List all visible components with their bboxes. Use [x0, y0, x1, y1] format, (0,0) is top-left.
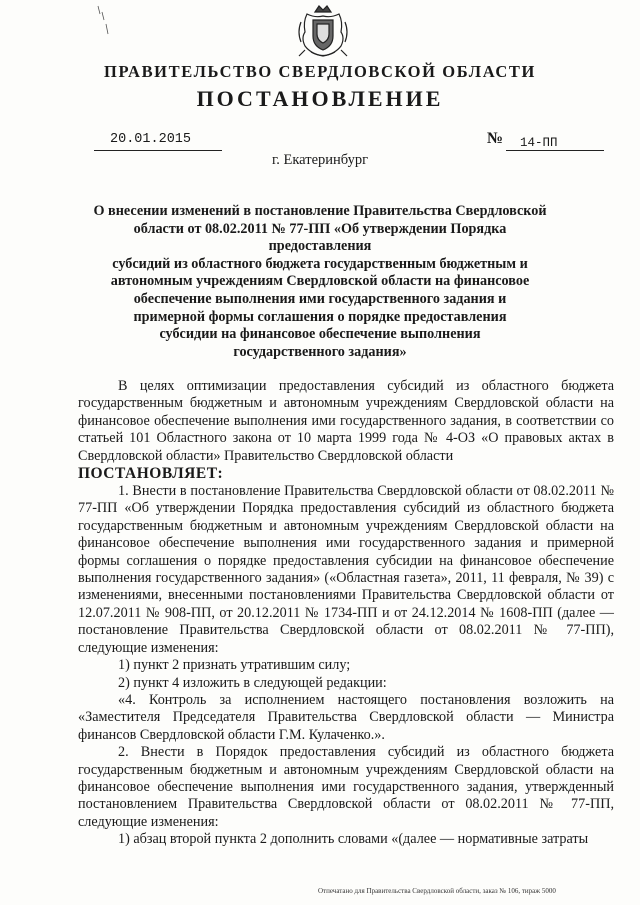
preamble-paragraph: В целях оптимизации предоставления субсидий из областного бюджета государственным бюджетным и автономным учреждениям Свердловской области на финансовое обеспечение выполнения ими государственного задания, в соответствии со статьей 101 Областного закона от 10 марта 1999 года № 4-ОЗ «О правовых актах в Свердловской области» Правительство Свердловской области — [78, 378, 614, 464]
print-footer-note: Отпечатано для Правительства Свердловской области, заказ № 106, тираж 5000 — [318, 887, 556, 895]
city-name: г. Екатеринбург — [271, 152, 369, 168]
subject-line: обеспечение выполнения ими государственного задания и — [133, 290, 507, 307]
document-body — [78, 378, 614, 849]
subject-line: О внесении изменений в постановление Правительства Свердловской — [93, 203, 547, 219]
coat-of-arms-icon — [293, 2, 353, 60]
number-label: № — [487, 130, 504, 147]
item-1-paragraph: 1. Внести в постановление Правительства Свердловской области от 08.02.2011 № 77-ПП «Об утверждении Порядка предоставления субсидий из областного бюджета государственным бюджетным и автономным учреждениям Свердловской области на финансовое обеспечение выполнения ими государственного задания и примерной формы соглашения о порядке предоставления субсидии на финансовое обеспечение выполнения государственного задания» («Областная газета», 2011, 11 февраля, № 39) с изменениями, внесенными постановлениями Правительства Свердловской области от 12.07.2011 № 908-ПП, от 20.12.2011 № 1734-ПП и от 24.12.2014 № 1608-ПП (далее — постановление Правительства Свердловской области от 08.02.2011 № 77-ПП), следующие изменения: — [78, 483, 614, 656]
item-2-paragraph: 2. Внести в Порядок предоставления субсидий из областного бюджета государственным бюджетным и автономным учреждениям Свердловской области на финансовое обеспечение выполнения ими государственного задания, утвержденный постановлением Правительства Свердловской области от 08.02.2011 № 77-ПП, следующие изменения: — [78, 744, 614, 830]
subject-line: субсидии на финансовое обеспечение выполнения — [159, 326, 481, 343]
subject-line: автономным учреждениям Свердловской области на финансовое — [110, 273, 530, 290]
document-date: 20.01.2015 — [110, 132, 192, 147]
government-title: ПРАВИТЕЛЬСТВО СВЕРДЛОВСКОЙ ОБЛАСТИ — [104, 62, 536, 81]
item-1-1-paragraph: 1) пункт 2 признать утратившим силу; — [118, 657, 351, 674]
document-type-title: ПОСТАНОВЛЕНИЕ — [196, 86, 444, 111]
item-1-2-paragraph: 2) пункт 4 изложить в следующей редакции: — [118, 674, 387, 691]
subject-line: примерной формы соглашения о порядке предоставления — [133, 308, 507, 325]
subject-line: государственного задания» — [233, 343, 407, 360]
document-subject — [90, 203, 550, 361]
scan-mark — [96, 4, 110, 38]
subject-line: субсидий из областного бюджета государственным бюджетным и — [112, 255, 528, 272]
subject-line: области от 08.02.2011 № 77-ПП «Об утверждении Порядка предоставления — [133, 220, 507, 255]
item-1-2-text-paragraph: «4. Контроль за исполнением настоящего постановления возложить на «Заместителя Председателя Правительства Свердловской области — Министра финансов Свердловской области Г.М. Кулаченко.». — [78, 691, 614, 743]
decree-verb: ПОСТАНОВЛЯЕТ: — [78, 465, 224, 483]
item-2-1-paragraph: 1) абзац второй пункта 2 дополнить словами «(далее — нормативные затраты — [118, 831, 589, 848]
document-number: 14-ПП — [520, 136, 558, 150]
